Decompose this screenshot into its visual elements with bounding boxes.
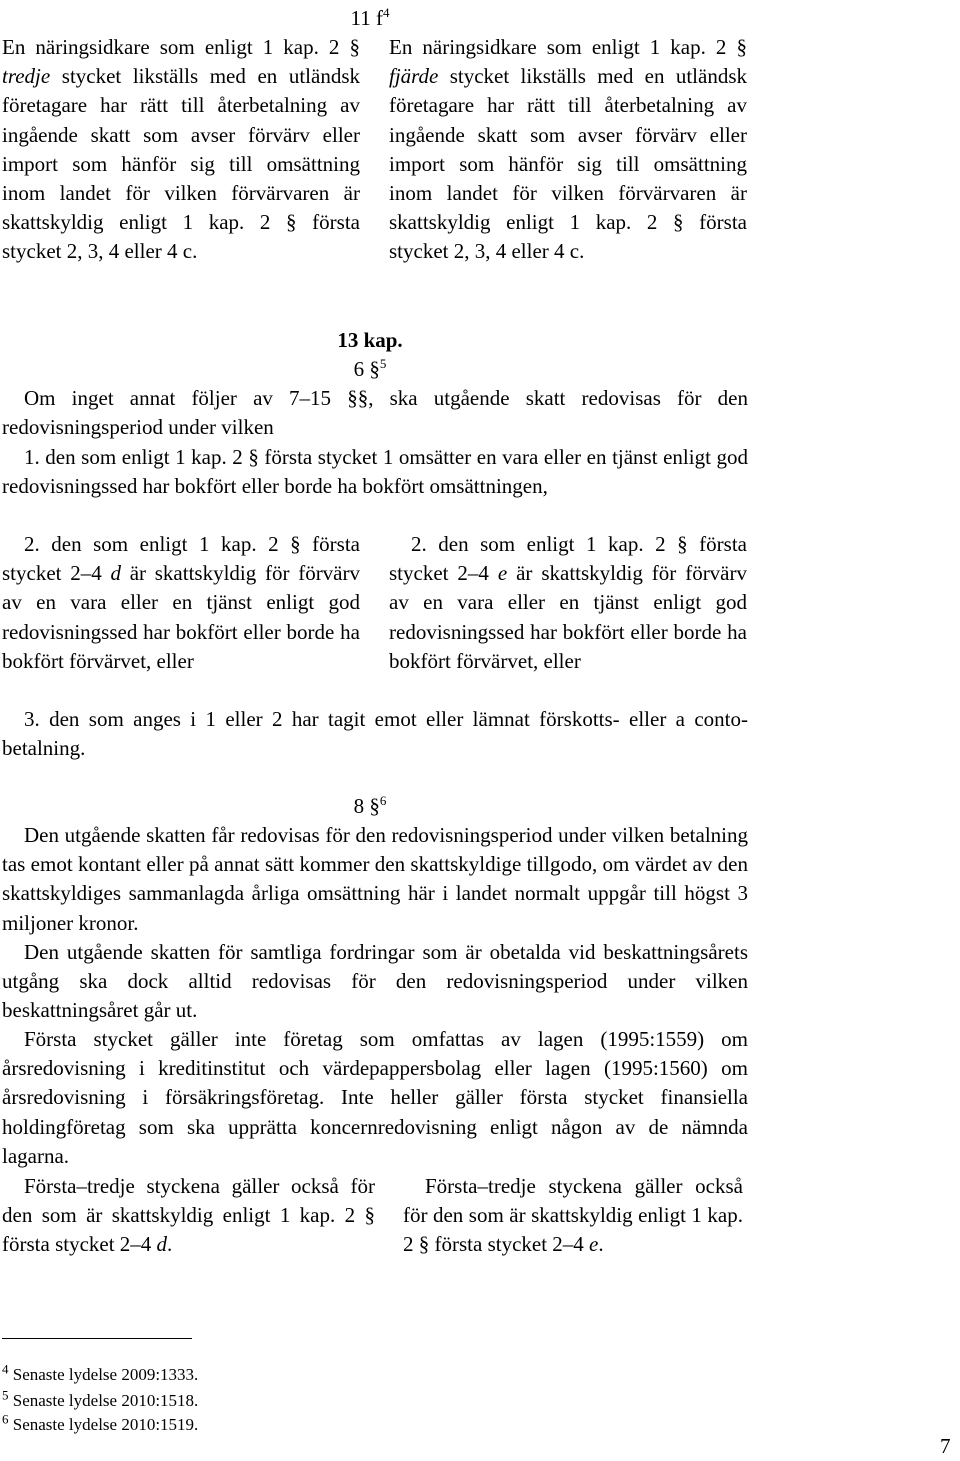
page-number: 7 bbox=[940, 1434, 951, 1458]
footnote-5: $^5$ Senaste lydelse 2010:1518. bbox=[2, 1387, 199, 1410]
section-8-paragraph-1: Den utgående skatten får redovisas för den redovisningsperiod under vilken betalning tas emot kontant eller på annat sätt kommer den skattskyldige tillgodo, om värdet av den skattskyldiges sammanlagda årliga omsättning här i landet normalt uppgår till högst 3 miljoner kronor. bbox=[2, 823, 748, 935]
section-11f-heading: 11 $f^4$ bbox=[350, 5, 390, 30]
section-8-paragraph-4-right: Första–tredje styckena gäller också för den som är skattskyldig enligt 1 kap. 2 § första stycket 2–4 e. bbox=[403, 1174, 743, 1257]
section-6-item-1: 1. den som enligt 1 kap. 2 § första stycket 1 omsätter en vara eller en tjänst enligt god redovisningssed har bokfört eller borde ha bokfört omsättningen, bbox=[2, 445, 748, 499]
section-11f-left-text: En näringsidkare som enligt 1 kap. 2 § tredje stycket likställs med en utländsk företagare har rätt till återbetalning av ingående skatt som avser förvärv eller import som hänför sig till omsättning inom landet för vilken förvärvaren är skattskyldig enligt 1 kap. 2 § första stycket 2, 3, 4 eller 4 c. bbox=[2, 35, 360, 264]
section-8-paragraph-4-left: Första–tredje styckena gäller också för den som är skattskyldig enligt 1 kap. 2 § första stycket 2–4 d. bbox=[2, 1174, 375, 1257]
section-6-item-2-left: 2. den som enligt 1 kap. 2 § första stycket 2–4 d är skattskyldig för förvärv av en vara eller en tjänst enligt god redovisningssed har bokfört eller borde ha bokfört förvärvet, eller bbox=[2, 532, 360, 673]
section-8-paragraph-2: Den utgående skatten för samtliga fordringar som är obetalda vid beskattningsårets utgång ska dock alltid redovisas för den redovisningsperiod under vilken beskattningsåret går ut. bbox=[2, 940, 748, 1023]
section-8-paragraph-3: Första stycket gäller inte företag som omfattas av lagen (1995:1559) om årsredovisning i kreditinstitut och värdepappersbolag eller lagen (1995:1560) om årsredovisning i försäkringsföretag. Inte heller gäller första stycket finansiella holdingföretag som ska upprätta koncernredovisning enligt någon av de nämnda lagarna. bbox=[2, 1027, 748, 1168]
chapter-13-heading: 13 kap. bbox=[337, 328, 403, 352]
section-6-heading: 6 §$^5$ bbox=[353, 356, 387, 381]
footnote-6: $^6$ Senaste lydelse 2010:1519. bbox=[2, 1411, 199, 1434]
section-11f-right-text: En näringsidkare som enligt 1 kap. 2 § fjärde stycket likställs med en utländsk företagare har rätt till återbetalning av ingående skatt som avser förvärv eller import som hänför sig till omsättning inom landet för vilken förvärvaren är skattskyldig enligt 1 kap. 2 § första stycket 2, 3, 4 eller 4 c. bbox=[389, 35, 747, 264]
footnote-separator bbox=[2, 1338, 192, 1339]
section-6-intro: Om inget annat följer av 7–15 §§, ska utgående skatt redovisas för den redovisningsperiod under vilken bbox=[2, 386, 748, 440]
section-6-item-2-right: 2. den som enligt 1 kap. 2 § första stycket 2–4 e är skattskyldig för förvärv av en vara eller en tjänst enligt god redovisningssed har bokfört eller borde ha bokfört förvärvet, eller bbox=[389, 532, 747, 673]
footnote-4: $^4$ Senaste lydelse 2009:1333. bbox=[2, 1361, 199, 1384]
section-8-heading: 8 §$^6$ bbox=[353, 793, 387, 818]
section-6-item-3: 3. den som anges i 1 eller 2 har tagit emot eller lämnat förskotts- eller a conto-betalning. bbox=[2, 707, 748, 761]
